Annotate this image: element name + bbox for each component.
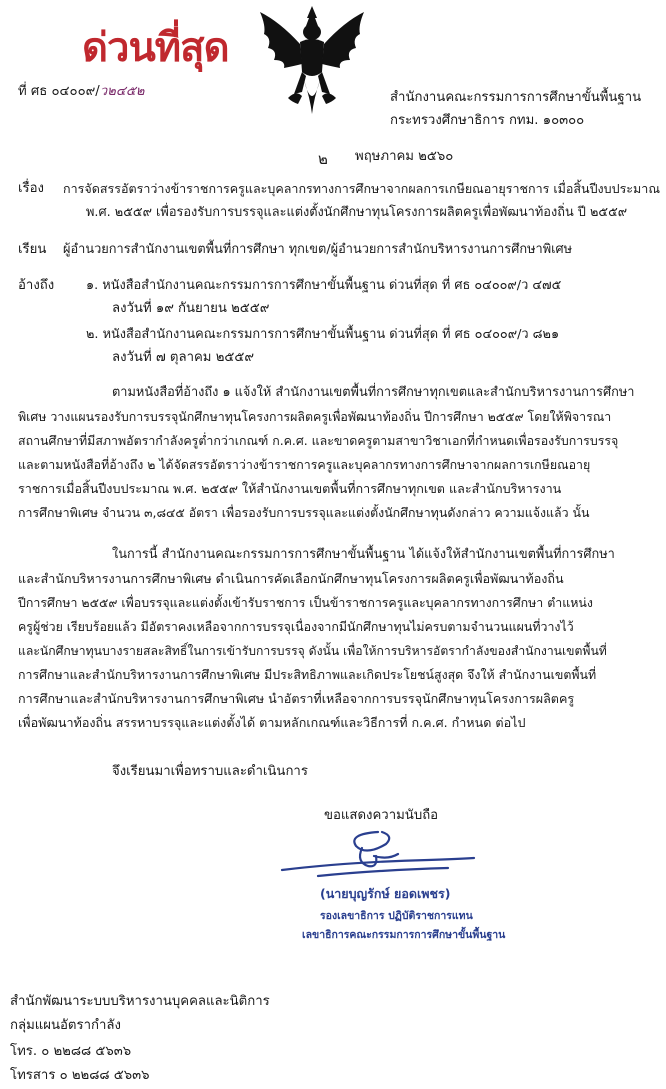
- garuda-emblem-icon: [252, 2, 372, 120]
- paragraph-2-line: และนักศึกษาทุนบางรายสละสิทธิ์ในการเข้ารับการบรรจุ ดังนั้น เพื่อให้การบริหารอัตรากำลังของสำนักงานเขตพื้นที่: [18, 644, 607, 658]
- paragraph-2-line: ครูผู้ช่วย เรียบร้อยแล้ว มีอัตราคงเหลือจากการบรรจุเนื่องจากมีนักศึกษาทุนไม่ครบตามจำนวนแผนที่วางไว้: [18, 619, 574, 634]
- footer-telephone: โทร. ๐ ๒๒๘๘ ๕๖๓๖: [10, 1044, 132, 1059]
- urgent-stamp: ด่วนที่สุด: [82, 25, 229, 71]
- to-label: เรียน: [18, 242, 47, 257]
- date-day: ๒: [318, 150, 328, 168]
- paragraph-2-line: ในการนี้ สำนักงานคณะกรรมการการศึกษาขั้นพื้นฐาน ได้แจ้งให้สำนักงานเขตพื้นที่การศึกษา: [112, 547, 615, 562]
- document-number-handwritten: ว๒๔๕๒: [99, 84, 145, 99]
- handwritten-signature: [278, 826, 478, 884]
- paragraph-1-line: พิเศษ วางแผนรองรับการบรรจุนักศึกษาทุนโครงการผลิตครูเพื่อพัฒนาท้องถิ่น ปีการศึกษา ๒๕๕๙ โดยให้พิจารณา: [18, 409, 612, 424]
- regards-text: ขอแสดงความนับถือ: [324, 808, 439, 823]
- closing-text: จึงเรียนมาเพื่อทราบและดำเนินการ: [112, 764, 308, 779]
- paragraph-2-line: การศึกษาและสำนักบริหารงานการศึกษาพิเศษ นำอัตราที่เหลือจากการบรรจุนักศึกษาทุนโครงการผลิตครู: [18, 691, 575, 706]
- reference-2-line-1: ๒. หนังสือสำนักงานคณะกรรมการการศึกษาขั้นพื้นฐาน ด่วนที่สุด ที่ ศธ ๐๔๐๐๙/ว ๘๒๑: [86, 327, 560, 342]
- signer-organization: เลขาธิการคณะกรรมการการศึกษาขั้นพื้นฐาน: [302, 929, 506, 941]
- subject-line-1: การจัดสรรอัตราว่างข้าราชการครูและบุคลากรทางการศึกษาจากผลการเกษียณอายุราชการ เมื่อสิ้นปีงบประมาณ: [63, 181, 660, 196]
- footer-department: สำนักพัฒนาระบบบริหารงานบุคคลและนิติการ: [10, 994, 270, 1009]
- paragraph-2-line: เพื่อพัฒนาท้องถิ่น สรรหาบรรจุและแต่งตั้งได้ ตามหลักเกณฑ์และวิธีการที่ ก.ค.ศ. กำหนด ต่อไป: [18, 715, 526, 730]
- office-name: สำนักงานคณะกรรมการการศึกษาขั้นพื้นฐาน: [390, 90, 642, 105]
- signer-title: รองเลขาธิการ ปฏิบัติราชการแทน: [320, 910, 473, 922]
- paragraph-1-line: และตามหนังสือที่อ้างถึง ๒ ได้จัดสรรอัตราว่างข้าราชการครูและบุคลากรทางการศึกษาจากผลการเกษียณอายุ: [18, 457, 591, 472]
- reference-2-line-2: ลงวันที่ ๗ ตุลาคม ๒๕๕๙: [112, 350, 255, 365]
- footer-fax: โทรสาร ๐ ๒๒๘๘ ๕๖๓๖: [10, 1068, 150, 1083]
- paragraph-2-line: การศึกษาและสำนักบริหารงานการศึกษาพิเศษ มีประสิทธิภาพและเกิดประโยชน์สูงสุด จึงให้ สำนักงานเขตพื้นที่: [18, 667, 597, 682]
- footer-group: กลุ่มแผนอัตรากำลัง: [10, 1018, 121, 1033]
- document-number-label: ที่ ศธ ๐๔๐๐๙/: [18, 84, 100, 99]
- paragraph-2-line: ปีการศึกษา ๒๕๕๙ เพื่อบรรจุและแต่งตั้งเข้ารับราชการ เป็นข้าราชการครูและบุคลากรทางการศึกษา ตำแหน่ง: [18, 595, 593, 610]
- document-number: [18, 82, 145, 102]
- paragraph-1-line: ราชการเมื่อสิ้นปีงบประมาณ พ.ศ. ๒๕๕๙ ให้สำนักงานเขตพื้นที่การศึกษาทุกเขต และสำนักบริหารงาน: [18, 481, 562, 496]
- paragraph-2-line: และสำนักบริหารงานการศึกษาพิเศษ ดำเนินการคัดเลือกนักศึกษาทุนโครงการผลิตครูเพื่อพัฒนาท้องถิ่น: [18, 571, 564, 586]
- paragraph-1-line: การศึกษาพิเศษ จำนวน ๓,๘๔๕ อัตรา เพื่อรองรับการบรรจุและแต่งตั้งนักศึกษาทุนดังกล่าว ความแจ้งแล้ว นั้น: [18, 505, 590, 520]
- paragraph-1-line: สถานศึกษาที่มีสภาพอัตรากำลังครูต่ำกว่าเกณฑ์ ก.ค.ศ. และขาดครูตามสาขาวิชาเอกที่กำหนดเพื่อรองรับการบรรจุ: [18, 433, 619, 448]
- subject-label: เรื่อง: [18, 181, 44, 196]
- office-address: กระทรวงศึกษาธิการ กทม. ๑๐๓๐๐: [390, 113, 585, 128]
- signer-name: (นายบุญรักษ์ ยอดเพชร): [320, 886, 451, 901]
- date-month-year: พฤษภาคม ๒๕๖๐: [355, 149, 454, 164]
- reference-1-line-1: ๑. หนังสือสำนักงานคณะกรรมการการศึกษาขั้นพื้นฐาน ด่วนที่สุด ที่ ศธ ๐๔๐๐๙/ว ๔๗๕: [86, 278, 562, 293]
- paragraph-1-line: ตามหนังสือที่อ้างถึง ๑ แจ้งให้ สำนักงานเขตพื้นที่การศึกษาทุกเขตและสำนักบริหารงานการศึกษา: [112, 385, 635, 400]
- reference-1-line-2: ลงวันที่ ๑๙ กันยายน ๒๕๕๙: [112, 301, 270, 316]
- reference-label: อ้างถึง: [18, 278, 55, 293]
- to-recipient: ผู้อำนวยการสำนักงานเขตพื้นที่การศึกษา ทุกเขต/ผู้อำนวยการสำนักบริหารงานการศึกษาพิเศษ: [63, 242, 573, 257]
- subject-line-2: พ.ศ. ๒๕๕๙ เพื่อรองรับการบรรจุและแต่งตั้งนักศึกษาทุนโครงการผลิตครูเพื่อพัฒนาท้องถิ่น ปี ๒๕๕๙: [86, 205, 628, 220]
